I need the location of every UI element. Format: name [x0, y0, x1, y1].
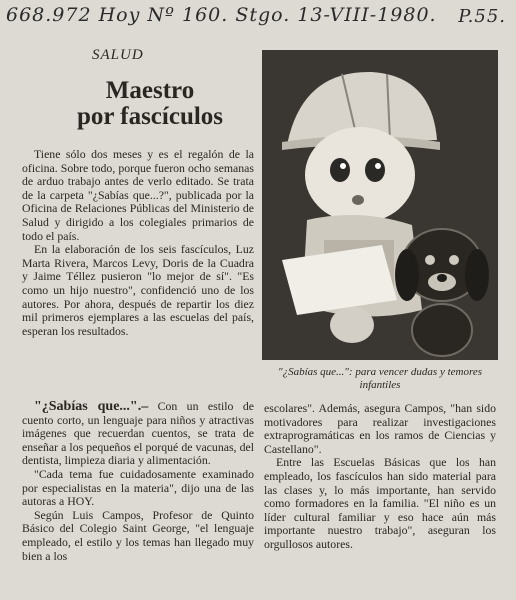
article-column-2: [22, 400, 254, 563]
photo-caption: "¿Sabías que...": para vencer dudas y temores infantiles: [277, 366, 483, 391]
handwritten-annotation: [6, 4, 512, 34]
paragraph: Entre las Escuelas Básicas que los han empleado, los fascículos han sido material para las clases y, lo más importante, han servido como formadores en la familia. "El niño es un líder cultural familiar y eso hace aún más importante nuestro trabajo", aseguran los orgullosos autores.: [264, 455, 496, 551]
title-line-1: Maestro: [105, 77, 195, 104]
illustration-photo: [262, 50, 498, 360]
paragraph-text: Con un estilo de cuento corto, un lenguaje para niños y atractivas imágenes que recuerdan cuentos, se trata de enseñar a los pequeños el porqué de vacunas, del dentista, limpieza diaria y alimentación.: [22, 399, 254, 468]
paragraph: Tiene sólo dos meses y es el regalón de la oficina. Sobre todo, porque fueron ocho semanas de arduo trabajo antes de verlo editado. Se trata de la carpeta "¿Sabías que...?", publicada por la Oficina de Relaciones Públicas del Ministerio de Salud y dirigido a los colegiales primarios de todo el país.: [22, 147, 254, 243]
article-column-3: [264, 402, 496, 552]
paragraph: [22, 400, 254, 468]
child-face: [305, 127, 415, 223]
paragraph: escolares". Además, asegura Campos, "han sido motivadores para realizar investigaciones extraprogramáticas en los ramos de Ciencias y Castellano".: [264, 401, 496, 456]
paragraph: "Cada tema fue cuidadosamente examinado por especialistas en la materia", dijo una de las autoras a HOY.: [22, 466, 254, 509]
article-column-1: [22, 148, 254, 338]
article-title: [40, 78, 260, 130]
subheading: "¿Sabías que...".–: [34, 399, 149, 414]
paragraph: Según Luis Campos, Profesor de Quinto Básico del Colegio Saint George, "el lenguaje empleado, el estilo y los temas han llegado muy bien a los: [22, 507, 254, 563]
child-and-dog-illustration: [262, 50, 498, 360]
handwritten-page-number: P.55.: [458, 6, 506, 27]
title-line-2: por fascículos: [76, 103, 224, 130]
handwritten-reference: 668.972 Hoy Nº 160. Stgo. 13-VIII-1980.: [6, 4, 437, 26]
paragraph: En la elaboración de los seis fascículos, Luz Marta Rivera, Marcos Levy, Doris de la Cuadra y Jaime Téllez pusieron "lo mejor de sí". "Es como un hijo nuestro", confidenció uno de los autores. Por ahora, después de repartir los diez mil primeros ejemplares a las escuelas del país, esperan los resultados.: [22, 242, 254, 338]
section-label: SALUD: [92, 47, 144, 63]
